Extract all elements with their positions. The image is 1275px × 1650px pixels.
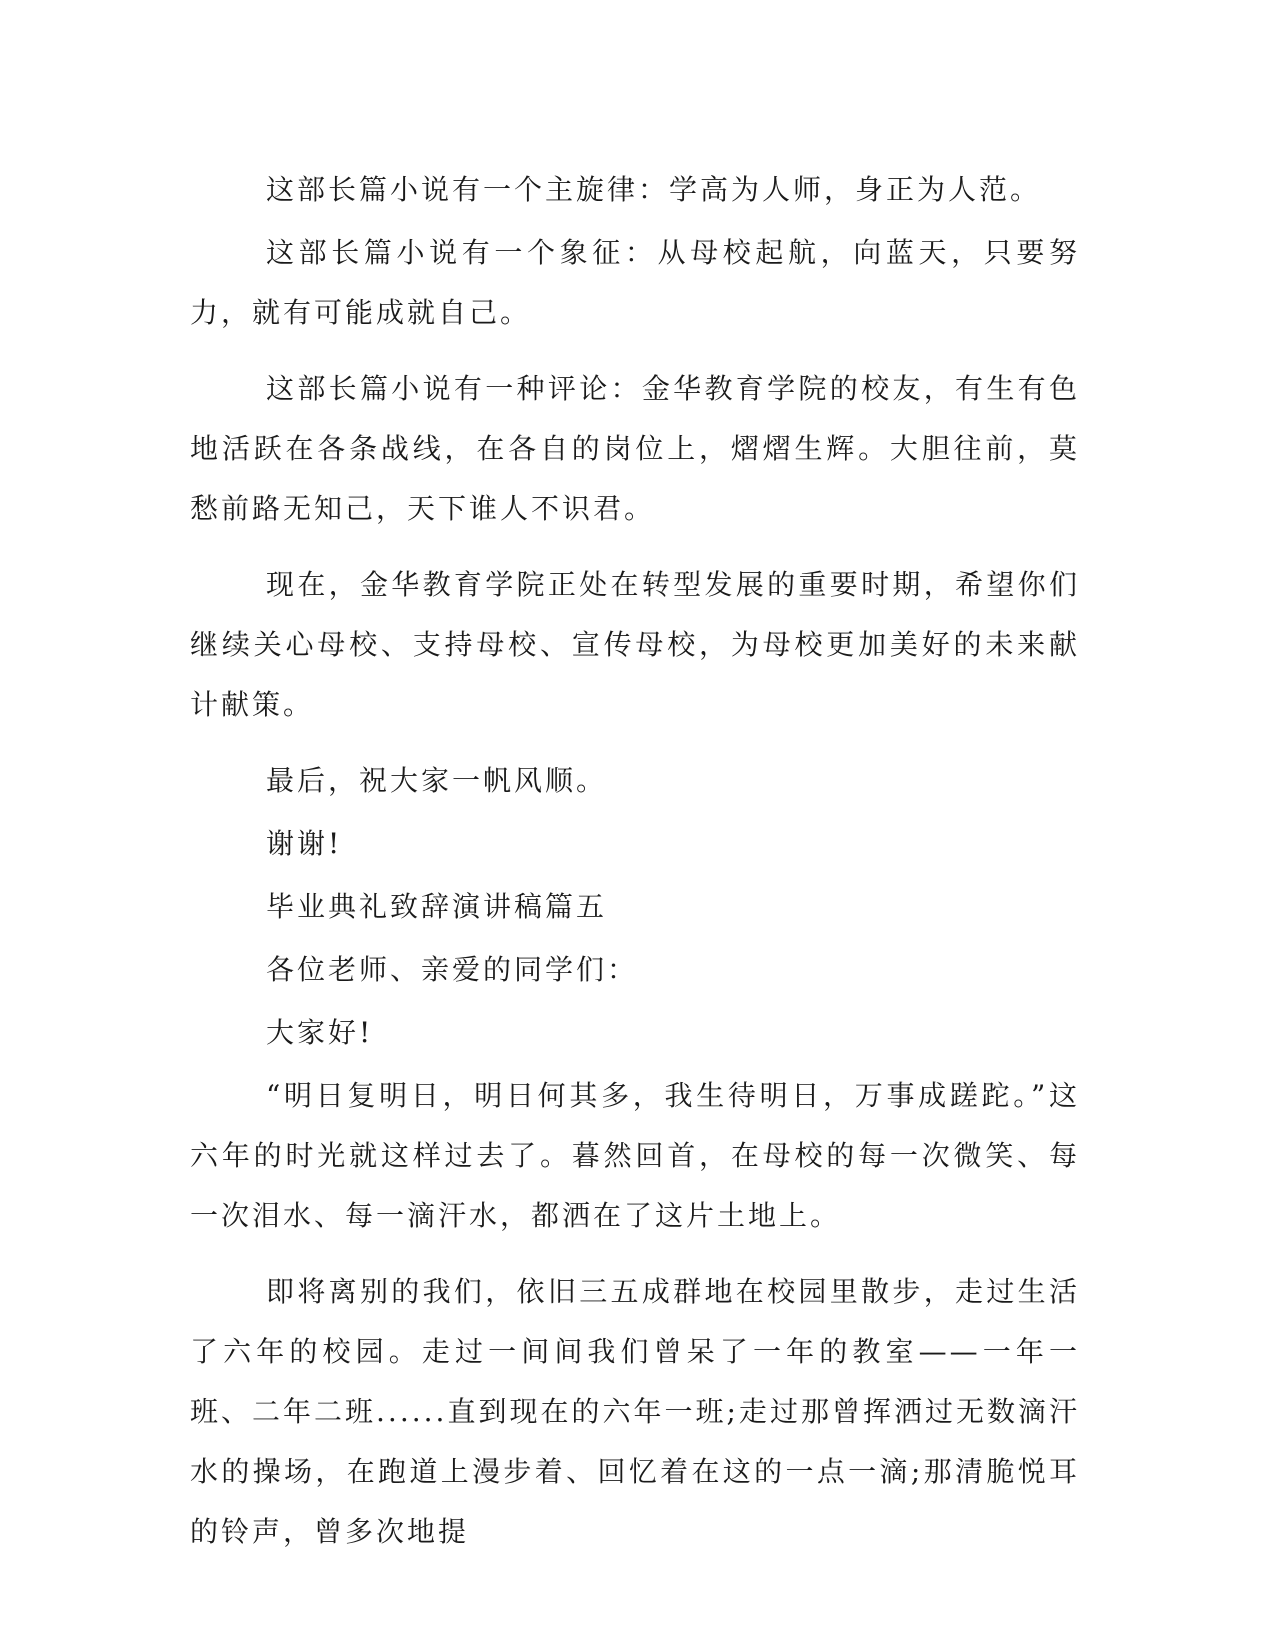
paragraph-theme: 这部长篇小说有一个主旋律：学高为人师，身正为人范。	[266, 173, 1042, 206]
paragraph-thanks: 谢谢!	[266, 827, 343, 860]
paragraph-symbol: 这部长篇小说有一个象征：从母校起航，向蓝天，只要努力，就有可能成就自己。	[190, 236, 1080, 329]
section-heading: 毕业典礼致辞演讲稿篇五	[266, 890, 608, 923]
paragraph-review: 这部长篇小说有一种评论：金华教育学院的校友，有生有色地活跃在各条战线，在各自的岗位上，熠熠生辉。大胆往前，莫愁前路无知己，天下谁人不识君。	[190, 372, 1080, 525]
paragraph-school-development: 现在，金华教育学院正处在转型发展的重要时期，希望你们继续关心母校、支持母校、宣传母校，为母校更加美好的未来献计献策。	[190, 568, 1080, 721]
paragraph-campus-memories: 即将离别的我们，依旧三五成群地在校园里散步，走过生活了六年的校园。走过一间间我们曾呆了一年的教室——一年一班、二年二班......直到现在的六年一班;走过那曾挥洒过无数滴汗水的操场，在跑道上漫步着、回忆着在这的一点一滴;那清脆悦耳的铃声，曾多次地提	[190, 1275, 1080, 1548]
paragraph-greeting: 大家好!	[266, 1016, 374, 1049]
document-body	[190, 160, 1080, 1578]
paragraph-poem-quote: “明日复明日，明日何其多，我生待明日，万事成蹉跎。”这六年的时光就这样过去了。暮然回首，在母校的每一次微笑、每一次泪水、每一滴汗水，都洒在了这片土地上。	[190, 1079, 1080, 1232]
paragraph-salutation: 各位老师、亲爱的同学们：	[266, 953, 639, 986]
paragraph-wishes: 最后，祝大家一帆风顺。	[266, 764, 608, 797]
